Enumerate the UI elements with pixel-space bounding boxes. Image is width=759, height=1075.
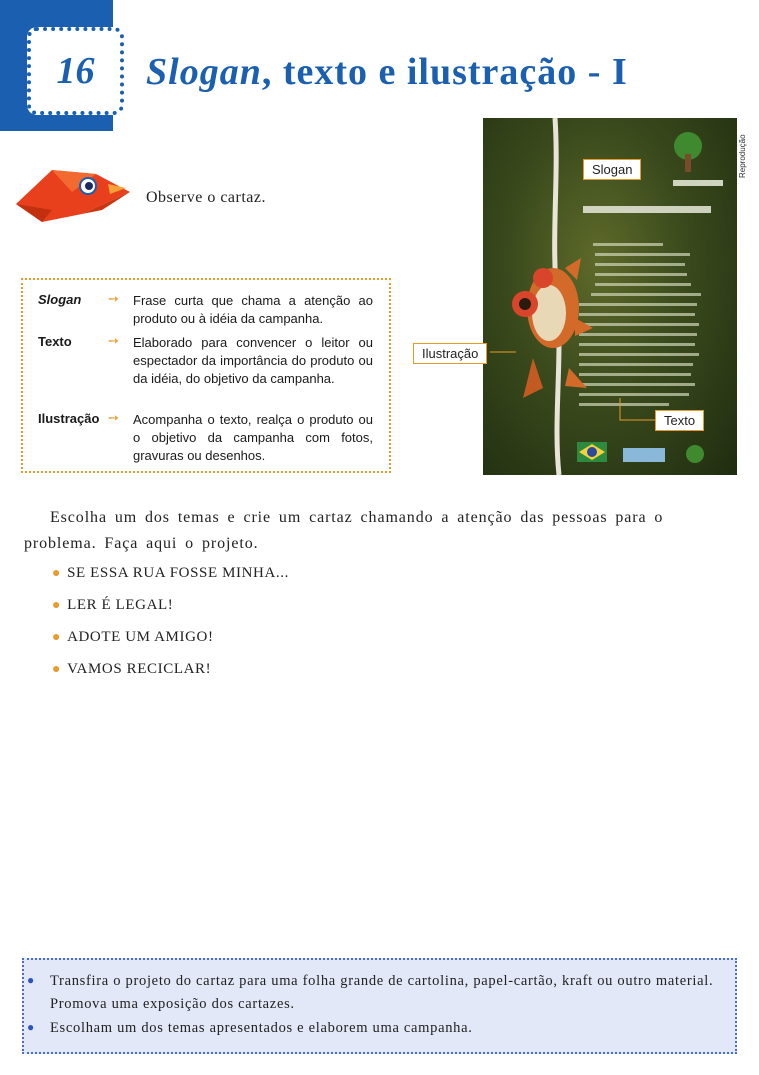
arrow-right-icon: ➙	[108, 411, 119, 426]
bullet-icon: ●	[52, 630, 62, 645]
definition-term-ilustracao: Ilustração	[38, 411, 100, 426]
arrow-right-icon: ➙	[108, 334, 119, 349]
bullet-icon: ●	[52, 598, 62, 613]
definition-term-slogan: Slogan	[38, 292, 82, 307]
callout-ilustracao: Ilustração	[413, 343, 487, 364]
bullet-icon: ●	[27, 1020, 35, 1034]
theme-item: ● SE ESSA RUA FOSSE MINHA...	[52, 565, 289, 581]
bullet-icon: ●	[52, 566, 62, 581]
page-title-rest: , texto e ilustração - I	[261, 51, 628, 93]
page-title	[146, 50, 628, 94]
activity-item: Escolham um dos temas apresentados e elaborem uma campanha.	[50, 1020, 473, 1036]
pointer-line-icon	[490, 340, 520, 360]
instruction-text: Escolha um dos temas e crie um cartaz chamando a atenção das pessoas para o problema. Faça aqui o projeto.	[24, 509, 664, 552]
definition-desc-texto: Elaborado para convencer o leitor ou espectador da importância do produto ou da idéia, do objetivo da campanha.	[133, 335, 373, 386]
bird-mascot-icon	[12, 152, 134, 227]
definition-desc-ilustracao: Acompanha o texto, realça o produto ou o objetivo da campanha com fotos, gravuras ou desenhos.	[133, 412, 373, 463]
intro-text: Observe o cartaz.	[146, 189, 266, 206]
bullet-icon: ●	[27, 973, 35, 987]
theme-item: ● VAMOS RECICLAR!	[52, 661, 212, 677]
bullet-icon: ●	[52, 662, 62, 677]
theme-item: ● LER É LEGAL!	[52, 597, 174, 613]
theme-item: ● ADOTE UM AMIGO!	[52, 629, 214, 645]
arrow-right-icon: ➙	[108, 292, 119, 307]
definition-desc-slogan: Frase curta que chama a atenção ao produto ou à idéia da campanha.	[133, 293, 373, 326]
definition-term-texto: Texto	[38, 334, 72, 349]
callout-texto: Texto	[655, 410, 704, 431]
callout-slogan: Slogan	[583, 159, 641, 180]
activity-item: Transfira o projeto do cartaz para uma folha grande de cartolina, papel-cartão, kraft ou outro material. Promova uma exposição dos cartazes.	[50, 973, 714, 1012]
image-credit: Reprodução	[738, 134, 747, 178]
lesson-number: 16	[56, 50, 95, 92]
page-title-italic: Slogan	[146, 51, 262, 93]
